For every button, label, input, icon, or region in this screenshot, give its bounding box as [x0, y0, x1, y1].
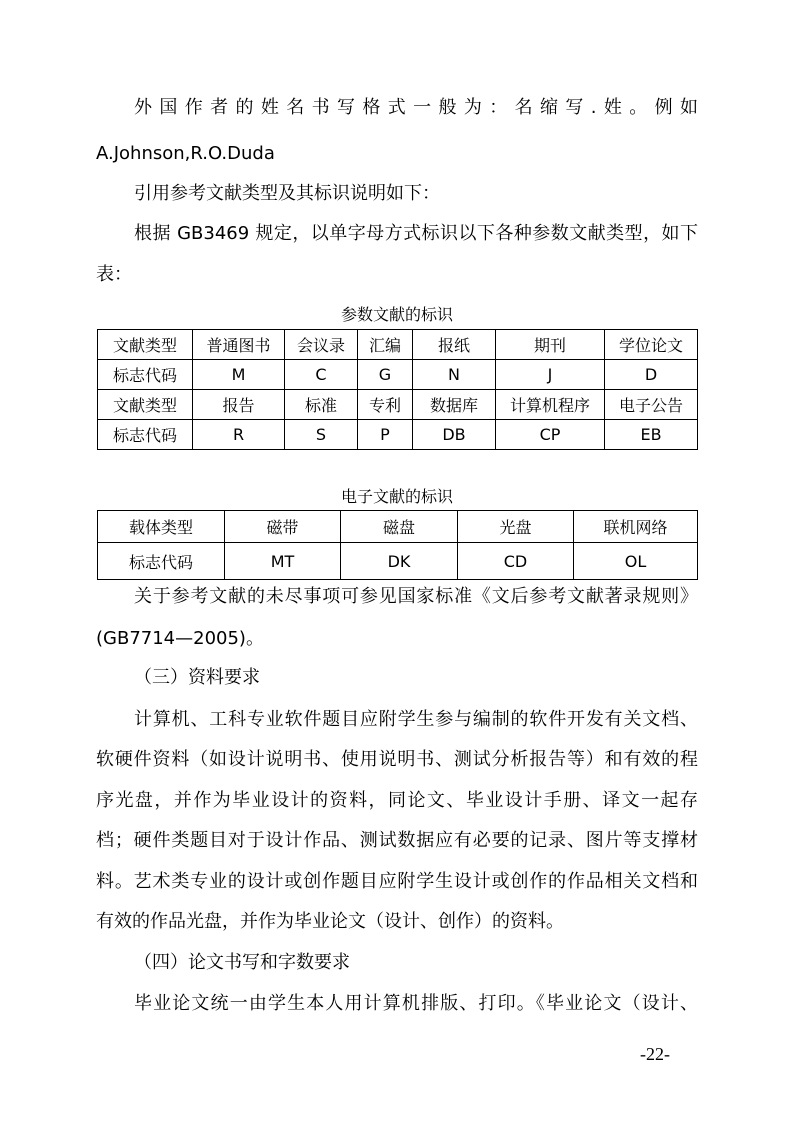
section-heading-materials: （三）资料要求	[134, 667, 260, 688]
table-cell: 标志代码	[98, 420, 193, 450]
table-cell: S	[285, 420, 358, 450]
table-cell: 计算机程序	[496, 390, 605, 420]
table-row	[98, 420, 698, 450]
table-cell: 专利	[358, 390, 413, 420]
table-cell: DB	[413, 420, 496, 450]
table-cell: CP	[496, 420, 605, 450]
table-row	[98, 511, 698, 543]
table-cell: D	[605, 360, 698, 390]
table-cell: 磁盘	[341, 511, 458, 543]
table-row	[98, 330, 698, 360]
paragraph-materials-line2: 软硬件资料（如设计说明书、使用说明书、测试分析报告等）和有效的程	[96, 749, 698, 770]
table-row	[98, 543, 698, 580]
paragraph-gb3469-line1: 根据 GB3469 规定，以单字母方式标识以下各种参数文献类型，如下	[134, 223, 698, 244]
table-cell: M	[193, 360, 285, 390]
table-cell: 会议录	[285, 330, 358, 360]
table-row	[98, 390, 698, 420]
paragraph-materials-line3: 序光盘，并作为毕业设计的资料，同论文、毕业设计手册、译文一起存	[96, 790, 698, 811]
paragraph-materials-line4: 档；硬件类题目对于设计作品、测试数据应有必要的记录、图片等支撑材	[96, 830, 698, 851]
table-cell: 电子公告	[605, 390, 698, 420]
table-cell: OL	[574, 543, 698, 580]
table-cell: CD	[458, 543, 574, 580]
paragraph-reference-types-intro: 引用参考文献类型及其标识说明如下：	[134, 183, 440, 204]
paragraph-materials-line1: 计算机、工科专业软件题目应附学生参与编制的软件开发有关文档、	[134, 709, 698, 730]
table2-caption: 电子文献的标识	[340, 487, 453, 506]
table-cell: 期刊	[496, 330, 605, 360]
table-cell: 文献类型	[98, 330, 193, 360]
table-cell: 报纸	[413, 330, 496, 360]
table-cell: 光盘	[458, 511, 574, 543]
section-heading-writing: （四）论文书写和字数要求	[134, 952, 350, 973]
paragraph-materials-line5: 料。艺术类专业的设计或创作题目应附学生设计或创作的作品相关文档和	[96, 871, 698, 892]
table-cell: EB	[605, 420, 698, 450]
table-cell: R	[193, 420, 285, 450]
table-cell: MT	[225, 543, 341, 580]
table1-caption: 参数文献的标识	[340, 305, 453, 324]
table-cell: J	[496, 360, 605, 390]
table-cell: N	[413, 360, 496, 390]
page-number: -22-	[640, 1044, 670, 1064]
table-cell: 数据库	[413, 390, 496, 420]
table-cell: DK	[341, 543, 458, 580]
table-cell: P	[358, 420, 413, 450]
paragraph-materials-line6: 有效的作品光盘，并作为毕业论文（设计、创作）的资料。	[96, 911, 564, 932]
table-row	[98, 360, 698, 390]
table-cell: 报告	[193, 390, 285, 420]
electronic-reference-table	[97, 510, 698, 580]
table-cell: 磁带	[225, 511, 341, 543]
paragraph-writing-line1: 毕业论文统一由学生本人用计算机排版、打印。《毕业论文（设计、	[134, 993, 698, 1014]
table-cell: G	[358, 360, 413, 390]
paragraph-gb7714-line2: (GB7714—2005)。	[96, 628, 264, 649]
table-cell: 汇编	[358, 330, 413, 360]
paragraph-author-format-line2: A.Johnson,R.O.Duda	[96, 143, 275, 164]
table-cell: 载体类型	[98, 511, 225, 543]
table-cell: 联机网络	[574, 511, 698, 543]
paragraph-gb3469-line2: 表：	[96, 264, 132, 285]
paragraph-gb7714-line1: 关于参考文献的未尽事项可参见国家标准《文后参考文献著录规则》	[134, 586, 698, 607]
paragraph-author-format-line1: 外国作者的姓名书写格式一般为：名缩写.姓。例如	[134, 97, 698, 118]
table-cell: C	[285, 360, 358, 390]
table-cell: 标志代码	[98, 360, 193, 390]
table-cell: 标准	[285, 390, 358, 420]
table-cell: 学位论文	[605, 330, 698, 360]
table-cell: 普通图书	[193, 330, 285, 360]
reference-type-table	[97, 329, 698, 450]
table-cell: 文献类型	[98, 390, 193, 420]
table-cell: 标志代码	[98, 543, 225, 580]
